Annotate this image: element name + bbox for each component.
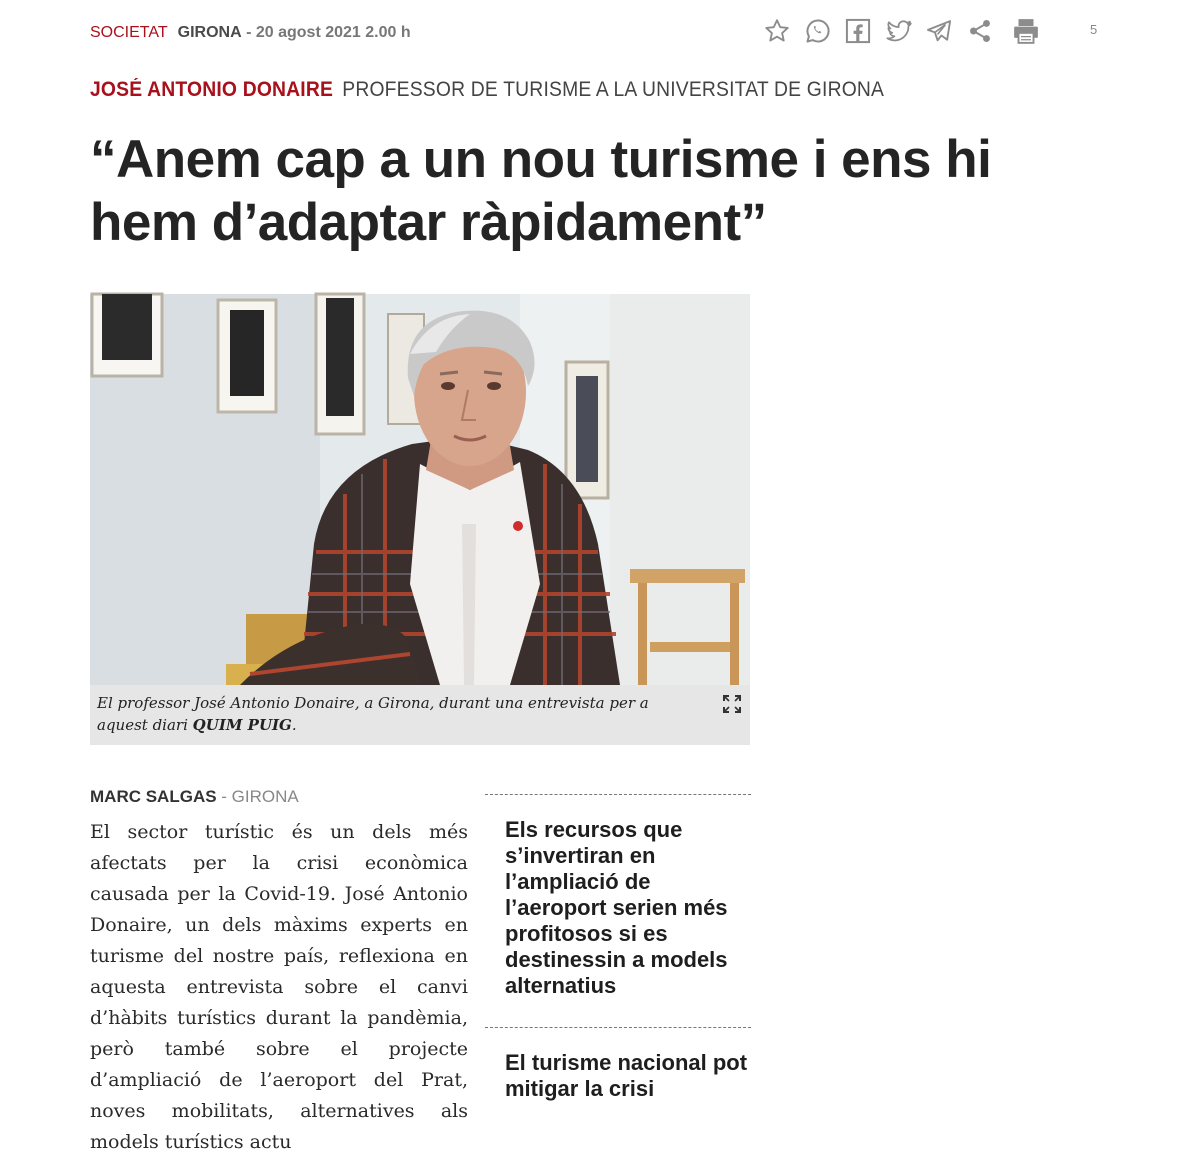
related-link[interactable]: El turisme nacional pot mitigar la crisi [505, 1050, 748, 1101]
facebook-icon[interactable] [843, 16, 873, 46]
byline [90, 786, 299, 808]
related-item [485, 794, 751, 999]
telegram-icon[interactable] [924, 16, 954, 46]
author-name[interactable]: MARC SALGAS [90, 787, 217, 806]
byline-location: - GIRONA [221, 787, 299, 806]
city-label[interactable]: GIRONA [177, 24, 242, 41]
caption-text: El professor José Antonio Donaire, a Girona, durant una entrevista per a aquest diari [97, 694, 649, 734]
print-icon[interactable] [1011, 16, 1041, 46]
page-title: “Anem cap a un nou turisme i ens hi hem d’adaptar ràpidament” [90, 130, 992, 252]
related-articles [485, 794, 751, 1102]
interviewee-line [90, 76, 884, 104]
whatsapp-icon[interactable] [803, 16, 833, 46]
section-link[interactable]: SOCIETAT [90, 24, 168, 41]
related-link[interactable]: Els recursos que s’invertiran en l’ampliació de l’aeroport serien més profitosos si es destinessin a models alternatius [505, 817, 728, 998]
article-figure [90, 294, 750, 745]
interviewee-name: JOSÉ ANTONIO DONAIRE [90, 78, 334, 101]
article-meta [90, 22, 411, 44]
share-count: 5 [1090, 22, 1098, 37]
star-icon[interactable] [762, 16, 792, 46]
article-body: El sector turístic és un dels més afectats per la crisi econòmica causada per la Covid-19. José Antonio Donaire, un dels màxims experts en turisme del nostre país, reflexiona en aquesta entrevista sobre el canvi d’hàbits turístics durant la pandèmia, però també sobre el projecte d’ampliació de l’aeroport del Prat, noves mobilitats, alternatives als models turístics actu [90, 821, 468, 1153]
interviewee-role: PROFESSOR DE TURISME A LA UNIVERSITAT DE GIRONA [342, 78, 885, 101]
expand-icon[interactable] [720, 692, 744, 716]
photo-credit: QUIM PUIG [192, 716, 292, 734]
share-toolbar [762, 16, 1041, 46]
photo-caption: El professor José Antonio Donaire, a Girona, durant una entrevista per a aquest diari QUIM PUIG. [97, 694, 649, 734]
related-item [485, 1027, 751, 1102]
twitter-icon[interactable] [884, 16, 914, 46]
publish-date: - 20 agost 2021 2.00 h [246, 24, 411, 41]
article-photo[interactable] [90, 294, 750, 685]
share-icon[interactable] [965, 16, 995, 46]
